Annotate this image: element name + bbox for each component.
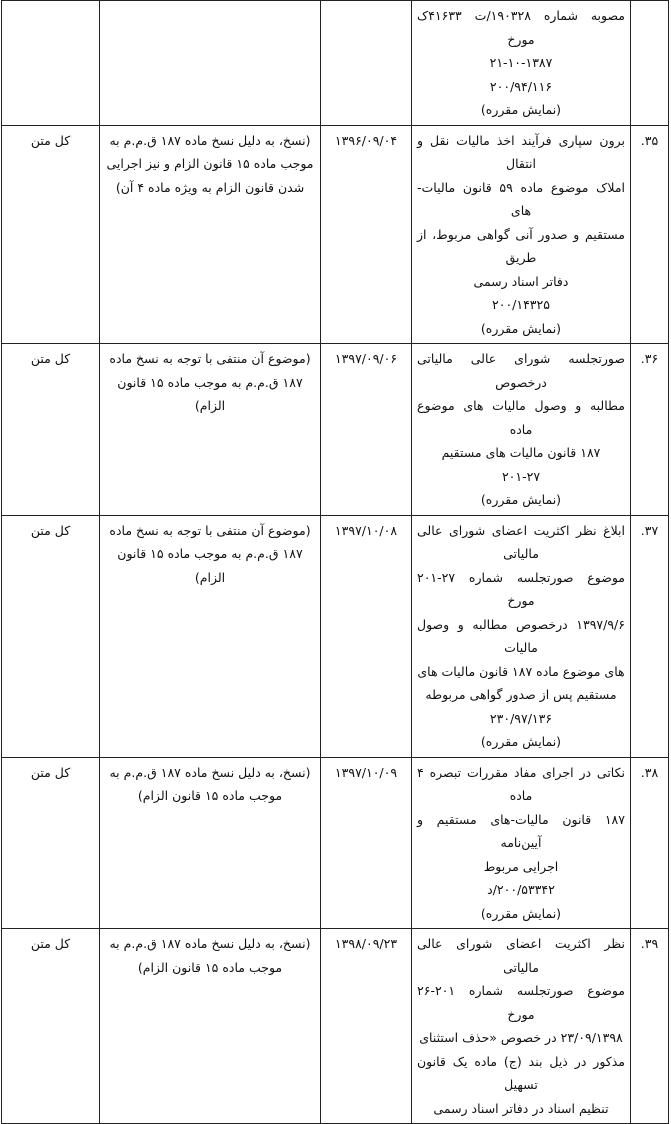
title-line: دفاتر اسناد رسمی <box>473 273 569 289</box>
title-line: های موضوع ماده ۱۸۷ قانون مالیات های <box>417 663 625 679</box>
table-row <box>2 125 669 344</box>
repeal-scope: کل متن <box>2 757 100 929</box>
title-line: موضوع صورتجلسه شماره ۲۰۱-۲۶ مورخ <box>417 983 625 1022</box>
table-row <box>2 344 669 516</box>
repeal-scope <box>2 1 100 126</box>
repeal-scope: کل متن <box>2 929 100 1124</box>
regulations-table <box>1 0 669 1124</box>
approval-date: ۱۳۹۷/۰۹/۰۶ <box>321 344 412 516</box>
approval-date <box>321 1 412 126</box>
title-line: نظر اکثریت اعضای شورای عالی مالیاتی <box>417 936 625 975</box>
regulation-title <box>412 1 631 126</box>
title-line: ۱۸۷ قانون مالیات های مستقیم <box>441 445 601 460</box>
show-regulation-link[interactable]: (نمایش مقرره) <box>480 102 562 117</box>
row-number: ۳۵. <box>631 125 669 344</box>
table-row <box>2 929 669 1124</box>
title-line: اجرایی مربوط <box>483 858 559 874</box>
title-line: نکاتی در اجرای مفاد مقررات تبصره ۴ ماده <box>417 764 625 803</box>
row-number: ۳۷. <box>631 515 669 757</box>
repeal-status <box>100 1 321 126</box>
repeal-status: (موضوع آن منتفی با توجه به نسخ ماده ۱۸۷ ق.م.م به موجب ماده ۱۵ قانون الزام) <box>100 515 321 757</box>
show-regulation-link[interactable]: (نمایش مقرره) <box>480 492 562 507</box>
table-row <box>2 757 669 929</box>
show-regulation-link[interactable]: (نمایش مقرره) <box>480 734 562 749</box>
repeal-status: (موضوع آن منتفی با توجه به نسخ ماده ۱۸۷ ق.م.م به موجب ماده ۱۵ قانون الزام) <box>100 344 321 516</box>
title-line: ۲۱-۱۰-۱۳۸۷ <box>489 55 553 70</box>
title-line: مستقیم و صدور آنی گواهی مربوط، از طریق <box>417 226 625 265</box>
title-line: ابلاغ نظر اکثریت اعضای شورای عالی مالیاتی <box>417 522 625 561</box>
repeal-scope: کل متن <box>2 515 100 757</box>
repeal-status: (نسخ، به دلیل نسخ ماده ۱۸۷ ق.م.م به موجب ماده ۱۵ قانون الزام) <box>100 929 321 1124</box>
row-number: ۳۹. <box>631 929 669 1124</box>
title-line: ۲۰۰/۵۳۳۴۲/د <box>487 882 555 897</box>
title-line: ۲۰۱-۲۷ <box>501 468 541 484</box>
title-line: ۱۳۹۷/۹/۶ درخصوص مطالبه و وصول مالیات <box>417 616 625 655</box>
regulation-title <box>412 929 631 1124</box>
show-regulation-link[interactable]: (نمایش مقرره) <box>480 905 562 921</box>
title-line: تنظیم اسناد در دفاتر اسناد رسمی <box>433 1100 609 1116</box>
title-line: مستقیم پس از صدور گواهی مربوطه <box>425 687 617 702</box>
title-line: ۲۰۰/۱۴۳۲۵ <box>492 297 550 312</box>
regulation-title <box>412 515 631 757</box>
regulation-title <box>412 344 631 516</box>
title-line: ۲۳/۰۹/۱۳۹۸ در خصوص «حذف استثنای <box>419 1030 623 1045</box>
title-line: ۱۸۷ قانون مالیات-های مستقیم و آیین‌نامه <box>417 811 625 850</box>
title-line: مذکور در ذیل بند (ج) ماده یک قانون تسهیل <box>417 1053 625 1092</box>
table-row <box>2 515 669 757</box>
approval-date: ۱۳۹۷/۱۰/۰۹ <box>321 757 412 929</box>
regulation-title <box>412 125 631 344</box>
title-line: ۲۰۰/۹۴/۱۱۶ <box>489 78 553 94</box>
repeal-scope: کل متن <box>2 125 100 344</box>
title-line: صورتجلسه شورای عالی مالیاتی درخصوص <box>417 351 625 390</box>
show-regulation-link[interactable]: (نمایش مقرره) <box>480 320 562 336</box>
title-line: ۲۳۰/۹۷/۱۳۶ <box>489 710 553 726</box>
title-line: موضوع صورتجلسه شماره ۲۷-۲۰۱ مورخ <box>417 569 625 608</box>
approval-date: ۱۳۹۸/۰۹/۲۳ <box>321 929 412 1124</box>
title-line: برون سپاری فرآیند اخذ مالیات نقل و انتقال <box>417 132 625 171</box>
repeal-status: (نسخ، به دلیل نسخ ماده ۱۸۷ ق.م.م به موجب ماده ۱۵ قانون الزام) <box>100 757 321 929</box>
title-line: مصوبه شماره ۱۹۰۳۲۸/ت ۴۱۶۳۳ک مورخ <box>417 8 626 47</box>
row-number: ۳۸. <box>631 757 669 929</box>
repeal-scope: کل متن <box>2 344 100 516</box>
row-number <box>631 1 669 126</box>
table-row <box>2 1 669 126</box>
approval-date: ۱۳۹۶/۰۹/۰۴ <box>321 125 412 344</box>
title-line: مطالبه و وصول مالیات های موضوع ماده <box>417 398 625 437</box>
approval-date: ۱۳۹۷/۱۰/۰۸ <box>321 515 412 757</box>
title-line: املاک موضوع ماده ۵۹ قانون مالیات-های <box>417 179 625 218</box>
regulation-title <box>412 757 631 929</box>
repeal-status: (نسخ، به دلیل نسخ ماده ۱۸۷ ق.م.م به موجب ماده ۱۵ قانون الزام و نیز اجرایی شدن قانون الزام به ویژه ماده ۴ آن) <box>100 125 321 344</box>
row-number: ۳۶. <box>631 344 669 516</box>
